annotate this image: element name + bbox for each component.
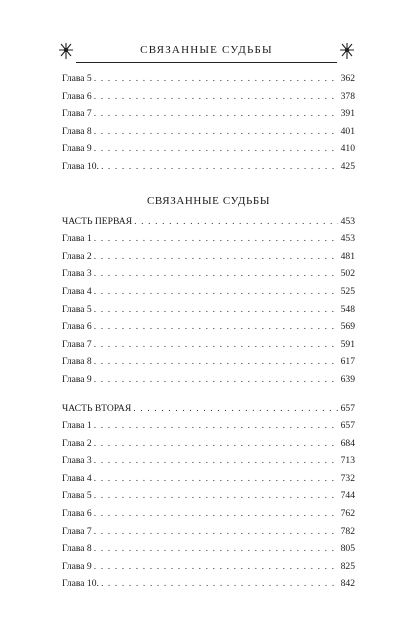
toc-label: Глава 3: [62, 455, 92, 467]
toc-label: Глава 10.: [62, 160, 99, 172]
toc-label: Глава 6: [62, 508, 92, 520]
toc-page: 378: [340, 90, 355, 102]
dot-leader: [94, 558, 338, 576]
part-one: [62, 213, 355, 389]
toc-entry[interactable]: [62, 88, 355, 106]
toc-label: Глава 5: [62, 73, 92, 84]
toc-label: Глава 7: [62, 108, 92, 120]
toc-page: 713: [340, 455, 355, 467]
toc-page: 842: [340, 578, 355, 590]
toc-entry[interactable]: [62, 523, 355, 541]
dot-leader: [94, 70, 338, 88]
toc-entry[interactable]: [62, 470, 355, 488]
dot-leader: [94, 248, 338, 266]
dot-leader: [94, 505, 338, 523]
toc-label: Глава 2: [62, 437, 92, 449]
dot-leader: [101, 575, 338, 593]
toc-page: 391: [340, 108, 355, 120]
toc-page: 762: [340, 508, 355, 520]
toc-entry[interactable]: [62, 558, 355, 576]
toc-entry[interactable]: [62, 105, 355, 123]
toc-entry[interactable]: [62, 248, 355, 266]
toc-page: 453: [340, 233, 355, 245]
toc-page: 744: [340, 490, 355, 502]
dot-leader: [94, 435, 338, 453]
toc-page: 401: [340, 125, 355, 137]
table-of-contents: [62, 70, 355, 593]
dot-leader: [133, 400, 337, 418]
toc-entry[interactable]: [62, 353, 355, 371]
toc-label: Глава 7: [62, 338, 92, 350]
dot-leader: [94, 140, 338, 158]
dot-leader: [101, 158, 338, 176]
dot-leader: [94, 353, 338, 371]
dot-leader: [94, 540, 338, 558]
toc-entry[interactable]: [62, 283, 355, 301]
toc-label: Глава 8: [62, 356, 92, 368]
toc-part-label: ЧАСТЬ ПЕРВАЯ: [62, 215, 133, 227]
toc-label: Глава 9: [62, 560, 92, 572]
toc-label: Глава 6: [62, 321, 92, 333]
toc-entry[interactable]: [62, 123, 355, 141]
dot-leader: [94, 371, 338, 389]
toc-top-list: [62, 70, 355, 176]
toc-page: 425: [340, 160, 355, 172]
toc-entry[interactable]: [62, 140, 355, 158]
header-rule: [76, 62, 337, 63]
toc-label: Глава 9: [62, 373, 92, 385]
toc-label: Глава 5: [62, 490, 92, 502]
toc-entry[interactable]: [62, 505, 355, 523]
dot-leader: [94, 318, 338, 336]
dot-leader: [134, 213, 338, 231]
toc-label: Глава 8: [62, 125, 92, 137]
toc-page: 548: [340, 303, 355, 315]
toc-label: Глава 1: [62, 233, 92, 245]
toc-page: 617: [340, 356, 355, 368]
toc-entry[interactable]: [62, 301, 355, 319]
toc-entry[interactable]: [62, 265, 355, 283]
running-title: СВЯЗАННЫЕ СУДЬБЫ: [140, 44, 273, 56]
toc-label: Глава 7: [62, 525, 92, 537]
toc-page: 657: [340, 402, 355, 414]
toc-page: 502: [340, 268, 355, 280]
toc-part-entry[interactable]: [62, 400, 355, 418]
toc-page: 684: [340, 437, 355, 449]
toc-page: 639: [340, 373, 355, 385]
toc-entry[interactable]: [62, 575, 355, 593]
toc-page: 453: [340, 215, 355, 227]
dot-leader: [94, 283, 338, 301]
dot-leader: [94, 88, 338, 106]
dot-leader: [94, 123, 338, 141]
toc-page: 525: [340, 285, 355, 297]
toc-entry[interactable]: [62, 70, 355, 88]
toc-entry[interactable]: [62, 417, 355, 435]
dot-leader: [94, 417, 338, 435]
toc-part-entry[interactable]: [62, 213, 355, 231]
toc-label: Глава 2: [62, 250, 92, 262]
dot-leader: [94, 230, 338, 248]
toc-label: Глава 10.: [62, 578, 99, 590]
toc-entry[interactable]: [62, 371, 355, 389]
toc-entry[interactable]: [62, 336, 355, 354]
dot-leader: [94, 336, 338, 354]
toc-page: 591: [340, 338, 355, 350]
toc-label: Глава 1: [62, 420, 92, 432]
dot-leader: [94, 105, 338, 123]
spacer: [62, 389, 355, 400]
toc-page: 732: [340, 472, 355, 484]
toc-label: Глава 9: [62, 143, 92, 155]
toc-entry[interactable]: [62, 230, 355, 248]
toc-label: Глава 6: [62, 90, 92, 102]
toc-label: Глава 3: [62, 268, 92, 280]
toc-page: 481: [340, 250, 355, 262]
dot-leader: [94, 470, 338, 488]
dot-leader: [94, 301, 338, 319]
toc-label: Глава 4: [62, 472, 92, 484]
toc-page: 805: [340, 543, 355, 555]
dot-leader: [94, 265, 338, 283]
toc-page: 362: [340, 73, 355, 84]
toc-page: 410: [340, 143, 355, 155]
toc-label: Глава 8: [62, 543, 92, 555]
toc-page: 825: [340, 560, 355, 572]
part-two: [62, 400, 355, 594]
toc-entry[interactable]: [62, 158, 355, 176]
toc-page: 569: [340, 321, 355, 333]
toc-label: Глава 5: [62, 303, 92, 315]
dot-leader: [94, 523, 338, 541]
section-title: СВЯЗАННЫЕ СУДЬБЫ: [146, 194, 271, 207]
toc-entry[interactable]: [62, 540, 355, 558]
toc-entry[interactable]: [62, 487, 355, 505]
running-header: [58, 40, 355, 64]
toc-part-label: ЧАСТЬ ВТОРАЯ: [62, 402, 132, 414]
ornament-icon: [339, 42, 355, 60]
toc-label: Глава 4: [62, 285, 92, 297]
toc-page: 657: [340, 420, 355, 432]
dot-leader: [94, 487, 338, 505]
toc-page: 782: [340, 525, 355, 537]
toc-entry[interactable]: [62, 452, 355, 470]
toc-entry[interactable]: [62, 435, 355, 453]
toc-entry[interactable]: [62, 318, 355, 336]
dot-leader: [94, 452, 338, 470]
